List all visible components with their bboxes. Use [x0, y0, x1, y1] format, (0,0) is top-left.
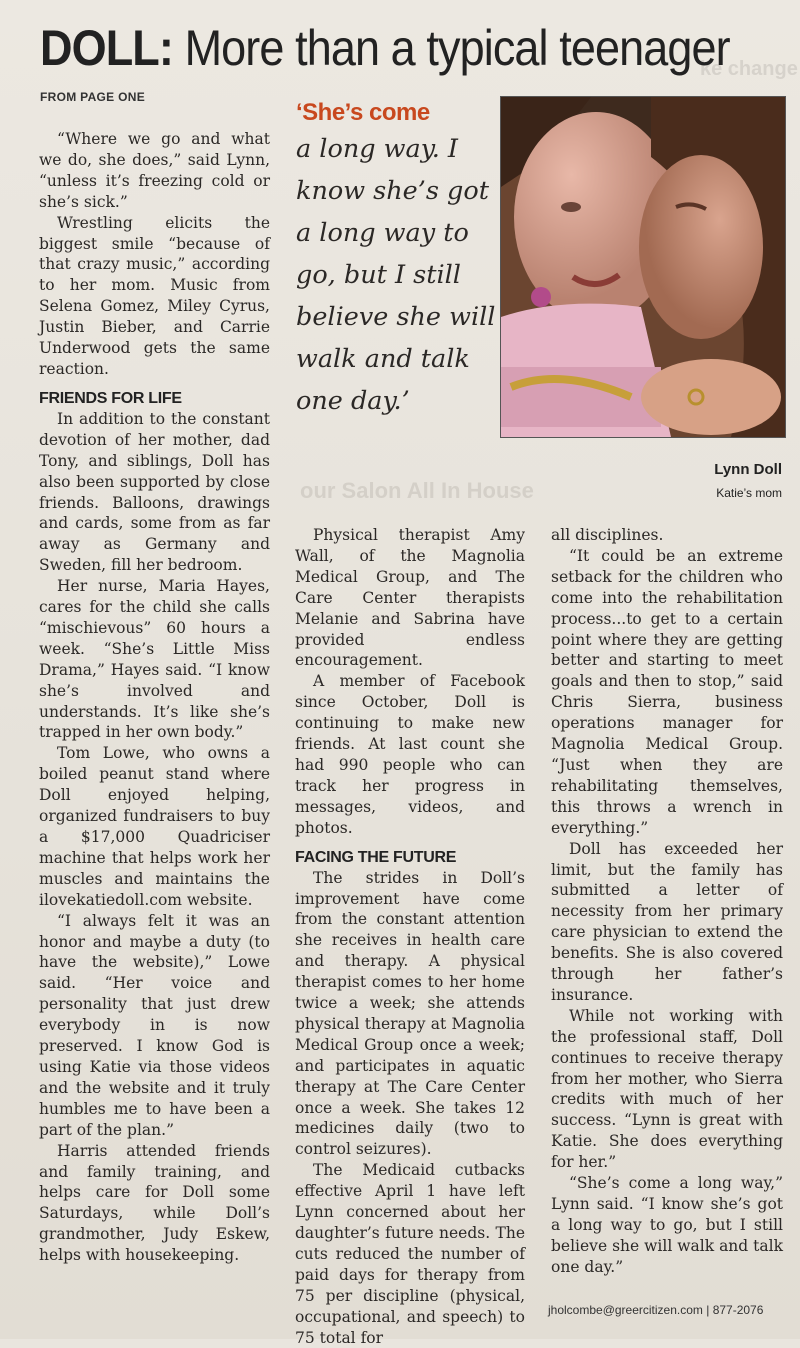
jump-line: FROM PAGE ONE	[40, 90, 146, 104]
bleed-through-text: our Salon All In House	[300, 478, 534, 503]
paragraph: Wrestling elicits the biggest smile “because of that crazy music,” according to her mom. Music from Selena Gomez, Miley Cyrus, Justin Bieber, and Carrie Underwood gets the same reaction.	[39, 213, 270, 378]
article-column-3	[551, 525, 783, 1278]
paragraph: While not working with the professional staff, Doll continues to receive therapy from her mother, who Sierra credits with much of her success. “Lynn is great with Katie. She does everything for her.”	[551, 1006, 783, 1172]
paragraph: “I always felt it was an honor and maybe a duty (to have the website),” Lowe said. “Her voice and personality that just drew everybody in is now preserved. I know God is using Katie via those videos and the website and it truly humbles me to have been a part of the plan.”	[39, 911, 270, 1139]
photo-image	[501, 97, 785, 437]
headline-keyword: DOLL:	[40, 20, 173, 76]
paragraph: In addition to the constant devotion of her mother, dad Tony, and siblings, Doll has also been supported by close friends. Balloons, drawings and cards, some from as far away as Germany and Sweden, fill her bedroom.	[39, 409, 270, 575]
paragraph: Physical therapist Amy Wall, of the Magnolia Medical Group, and The Care Center therapists Melanie and Sabrina have provided endless encouragement.	[295, 526, 525, 670]
subhead-facing-the-future: FACING THE FUTURE	[295, 848, 457, 866]
photo-katie-and-lynn	[500, 96, 786, 438]
article-column-1	[39, 129, 270, 1266]
paragraph: Harris attended friends and family training, and helps care for Doll some Saturdays, while Doll’s grandmother, Judy Eskew, helps with housekeeping.	[39, 1141, 270, 1265]
paragraph: all disciplines.	[551, 526, 664, 544]
subhead-friends-for-life: FRIENDS FOR LIFE	[39, 389, 182, 407]
paragraph: “Where we go and what we do, she does,” said Lynn, “unless it’s freezing cold or she’s sick.”	[39, 130, 270, 211]
paragraph: Tom Lowe, who owns a boiled peanut stand where Doll enjoyed helping, organized fundraisers to buy a $17,000 Quadriciser machine that helps work her muscles and maintains the ilovekatiedoll.com website.	[39, 744, 270, 909]
pull-quote	[296, 98, 496, 422]
contact-footer: jholcombe@greercitizen.com | 877-2076	[548, 1303, 764, 1317]
bleed-through-text: ke change	[700, 58, 798, 80]
paragraph: “She’s come a long way,” Lynn said. “I know she’s got a long way to go, but I still believe she will walk and talk one day.”	[551, 1174, 783, 1276]
article-column-2	[295, 525, 525, 1348]
photo-credit-name: Lynn Doll	[714, 461, 782, 478]
paragraph: “It could be an extreme setback for the children who come into the rehabilitation process...to get to a certain point where they are getting better and starting to meet goals and then to stop,” said Chris Sierra, business operations manager for Magnolia Medical Group. “Just when they are rehabilitating themselves, this throws a wrench in everything.”	[551, 546, 783, 837]
paragraph: The strides in Doll’s improvement have come from the constant attention she receives in health care and therapy. A physical therapist comes to her home twice a week; she attends physical therapy at Magnolia Medical Group once a week; and participates in aquatic therapy at The Care Center once a week. She takes 12 medicines daily (two to control seizures).	[295, 868, 525, 1159]
paragraph: Doll has exceeded her limit, but the family has submitted a letter of necessity from her primary care physician to extend the benefits. She is also covered through her father’s insurance.	[551, 839, 783, 1004]
paragraph: The Medicaid cutbacks effective April 1 have left Lynn concerned about her daughter’s future needs. The cuts reduced the number of paid days for therapy from 75 per discipline (physical, occupational, and speech) to 75 total for	[295, 1161, 525, 1347]
headline	[40, 16, 730, 80]
pull-quote-lead: ‘She’s come	[296, 99, 430, 126]
pull-quote-body: a long way. I know she’s got a long way to go, but I still believe she will walk and talk one day.’	[296, 134, 496, 416]
photo-credit-title: Katie’s mom	[716, 486, 782, 500]
paragraph: A member of Facebook since October, Doll is continuing to make new friends. At last count she had 990 people who can track her progress in messages, videos, and photos.	[295, 672, 525, 837]
headline-text: More than a typical teenager	[172, 20, 730, 76]
paragraph: Her nurse, Maria Hayes, cares for the child she calls “mischievous” 60 hours a week. “She’s Little Miss Drama,” Hayes said. “I know she’s involved and understands. It’s like she’s trapped in her own body.”	[39, 577, 270, 742]
